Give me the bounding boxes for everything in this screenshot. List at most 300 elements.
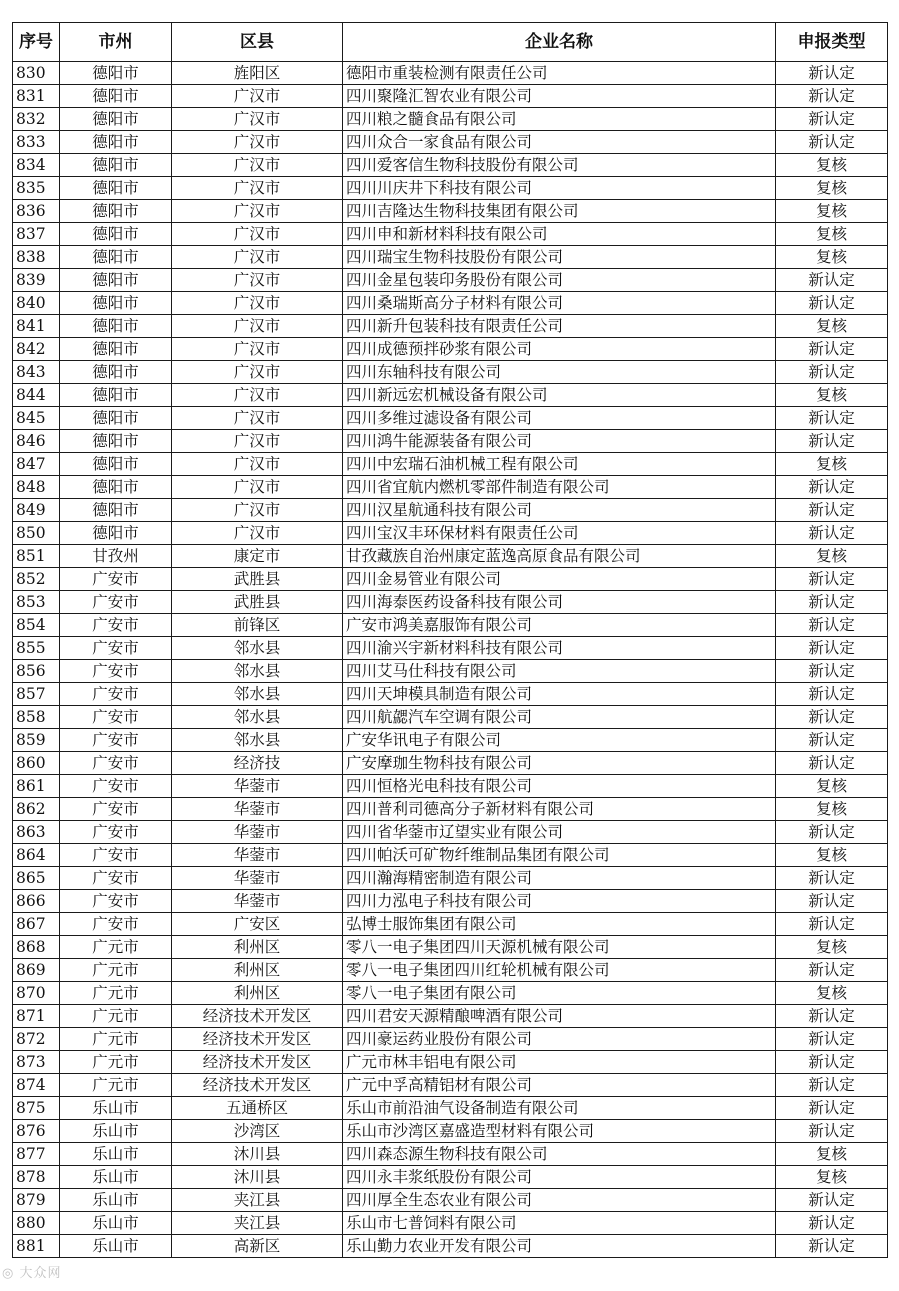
table-row — [13, 522, 888, 545]
table-row — [13, 614, 888, 637]
cell-city: 乐山市 — [60, 1120, 172, 1143]
table-row — [13, 200, 888, 223]
cell-company-name: 乐山市前沿油气设备制造有限公司 — [343, 1097, 776, 1120]
cell-serial-no: 846 — [13, 430, 60, 453]
cell-company-name: 乐山市沙湾区嘉盛造型材料有限公司 — [343, 1120, 776, 1143]
cell-company-name: 四川爱客信生物科技股份有限公司 — [343, 154, 776, 177]
cell-company-name: 四川宝汉丰环保材料有限责任公司 — [343, 522, 776, 545]
table-row — [13, 913, 888, 936]
table-row — [13, 246, 888, 269]
table-row — [13, 62, 888, 85]
cell-city: 广安市 — [60, 752, 172, 775]
cell-city: 德阳市 — [60, 246, 172, 269]
cell-company-name: 四川吉隆达生物科技集团有限公司 — [343, 200, 776, 223]
table-row — [13, 1120, 888, 1143]
cell-serial-no: 867 — [13, 913, 60, 936]
cell-serial-no: 871 — [13, 1005, 60, 1028]
cell-city: 德阳市 — [60, 384, 172, 407]
cell-company-name: 四川新升包装科技有限责任公司 — [343, 315, 776, 338]
cell-city: 乐山市 — [60, 1143, 172, 1166]
table-row — [13, 637, 888, 660]
cell-company-name: 四川瑞宝生物科技股份有限公司 — [343, 246, 776, 269]
cell-serial-no: 839 — [13, 269, 60, 292]
cell-serial-no: 832 — [13, 108, 60, 131]
table-row — [13, 982, 888, 1005]
table-row — [13, 131, 888, 154]
cell-city: 德阳市 — [60, 269, 172, 292]
table-row — [13, 269, 888, 292]
cell-district: 广汉市 — [172, 430, 343, 453]
cell-city: 德阳市 — [60, 177, 172, 200]
cell-application-type: 新认定 — [776, 499, 888, 522]
table-row — [13, 936, 888, 959]
cell-serial-no: 842 — [13, 338, 60, 361]
cell-district: 广汉市 — [172, 338, 343, 361]
cell-company-name: 四川汉星航通科技有限公司 — [343, 499, 776, 522]
cell-serial-no: 845 — [13, 407, 60, 430]
cell-district: 广汉市 — [172, 131, 343, 154]
cell-application-type: 复核 — [776, 775, 888, 798]
cell-application-type: 新认定 — [776, 1120, 888, 1143]
cell-city: 德阳市 — [60, 407, 172, 430]
table-row — [13, 361, 888, 384]
cell-city: 甘孜州 — [60, 545, 172, 568]
cell-district: 沐川县 — [172, 1166, 343, 1189]
cell-company-name: 四川省宜航内燃机零部件制造有限公司 — [343, 476, 776, 499]
cell-company-name: 四川艾马仕科技有限公司 — [343, 660, 776, 683]
cell-application-type: 新认定 — [776, 338, 888, 361]
cell-district: 广汉市 — [172, 407, 343, 430]
cell-application-type: 复核 — [776, 246, 888, 269]
cell-company-name: 四川中宏瑞石油机械工程有限公司 — [343, 453, 776, 476]
cell-application-type: 新认定 — [776, 62, 888, 85]
cell-application-type: 复核 — [776, 545, 888, 568]
cell-district: 利州区 — [172, 959, 343, 982]
cell-city: 德阳市 — [60, 85, 172, 108]
cell-city: 广安市 — [60, 637, 172, 660]
table-row — [13, 890, 888, 913]
cell-district: 广汉市 — [172, 246, 343, 269]
cell-district: 广汉市 — [172, 453, 343, 476]
cell-district: 广汉市 — [172, 85, 343, 108]
cell-city: 广安市 — [60, 683, 172, 706]
cell-application-type: 复核 — [776, 982, 888, 1005]
cell-serial-no: 859 — [13, 729, 60, 752]
cell-serial-no: 854 — [13, 614, 60, 637]
cell-application-type: 新认定 — [776, 292, 888, 315]
cell-serial-no: 840 — [13, 292, 60, 315]
cell-application-type: 复核 — [776, 1166, 888, 1189]
cell-district: 广汉市 — [172, 269, 343, 292]
cell-company-name: 四川申和新材料科技有限公司 — [343, 223, 776, 246]
table-row — [13, 384, 888, 407]
cell-serial-no: 847 — [13, 453, 60, 476]
table-row — [13, 568, 888, 591]
cell-company-name: 四川渝兴宇新材料科技有限公司 — [343, 637, 776, 660]
cell-district: 广汉市 — [172, 154, 343, 177]
cell-company-name: 四川鸿牛能源装备有限公司 — [343, 430, 776, 453]
cell-application-type: 新认定 — [776, 108, 888, 131]
table-row — [13, 959, 888, 982]
cell-company-name: 四川省华蓥市辽望实业有限公司 — [343, 821, 776, 844]
cell-application-type: 新认定 — [776, 1005, 888, 1028]
cell-application-type: 复核 — [776, 798, 888, 821]
cell-application-type: 新认定 — [776, 568, 888, 591]
cell-company-name: 广元中孚高精铝材有限公司 — [343, 1074, 776, 1097]
cell-serial-no: 849 — [13, 499, 60, 522]
cell-company-name: 四川桑瑞斯高分子材料有限公司 — [343, 292, 776, 315]
cell-application-type: 复核 — [776, 315, 888, 338]
cell-city: 广元市 — [60, 1051, 172, 1074]
cell-city: 广元市 — [60, 1005, 172, 1028]
cell-district: 前锋区 — [172, 614, 343, 637]
cell-serial-no: 837 — [13, 223, 60, 246]
cell-company-name: 甘孜藏族自治州康定蓝逸高原食品有限公司 — [343, 545, 776, 568]
cell-company-name: 四川川庆井下科技有限公司 — [343, 177, 776, 200]
cell-serial-no: 851 — [13, 545, 60, 568]
cell-city: 广安市 — [60, 821, 172, 844]
table-row — [13, 292, 888, 315]
cell-company-name: 四川恒格光电科技有限公司 — [343, 775, 776, 798]
cell-city: 德阳市 — [60, 131, 172, 154]
cell-application-type: 复核 — [776, 453, 888, 476]
table-row — [13, 1166, 888, 1189]
cell-city: 乐山市 — [60, 1212, 172, 1235]
cell-serial-no: 856 — [13, 660, 60, 683]
cell-city: 德阳市 — [60, 200, 172, 223]
cell-application-type: 新认定 — [776, 683, 888, 706]
cell-application-type: 新认定 — [776, 591, 888, 614]
cell-district: 华蓥市 — [172, 775, 343, 798]
cell-serial-no: 865 — [13, 867, 60, 890]
table-row — [13, 1143, 888, 1166]
company-table — [12, 22, 888, 1258]
cell-district: 五通桥区 — [172, 1097, 343, 1120]
table-row — [13, 430, 888, 453]
cell-city: 广安市 — [60, 706, 172, 729]
cell-serial-no: 860 — [13, 752, 60, 775]
cell-city: 广元市 — [60, 1028, 172, 1051]
cell-district: 沐川县 — [172, 1143, 343, 1166]
cell-company-name: 四川豪运药业股份有限公司 — [343, 1028, 776, 1051]
cell-serial-no: 872 — [13, 1028, 60, 1051]
cell-application-type: 新认定 — [776, 821, 888, 844]
table-row — [13, 1212, 888, 1235]
cell-city: 德阳市 — [60, 522, 172, 545]
cell-application-type: 复核 — [776, 936, 888, 959]
cell-district: 沙湾区 — [172, 1120, 343, 1143]
cell-application-type: 复核 — [776, 844, 888, 867]
cell-district: 武胜县 — [172, 568, 343, 591]
cell-application-type: 复核 — [776, 154, 888, 177]
cell-city: 德阳市 — [60, 476, 172, 499]
table-row — [13, 591, 888, 614]
cell-city: 广安市 — [60, 798, 172, 821]
cell-application-type: 新认定 — [776, 476, 888, 499]
cell-application-type: 新认定 — [776, 1212, 888, 1235]
cell-serial-no: 869 — [13, 959, 60, 982]
cell-application-type: 新认定 — [776, 1235, 888, 1258]
cell-district: 广汉市 — [172, 476, 343, 499]
cell-company-name: 四川瀚海精密制造有限公司 — [343, 867, 776, 890]
cell-company-name: 弘博士服饰集团有限公司 — [343, 913, 776, 936]
table-row — [13, 407, 888, 430]
cell-district: 邻水县 — [172, 637, 343, 660]
cell-district: 华蓥市 — [172, 798, 343, 821]
table-row — [13, 1005, 888, 1028]
cell-application-type: 复核 — [776, 384, 888, 407]
cell-city: 德阳市 — [60, 338, 172, 361]
cell-city: 德阳市 — [60, 62, 172, 85]
cell-city: 广安市 — [60, 844, 172, 867]
cell-city: 德阳市 — [60, 223, 172, 246]
cell-company-name: 广元市林丰铝电有限公司 — [343, 1051, 776, 1074]
cell-district: 广汉市 — [172, 108, 343, 131]
table-row — [13, 338, 888, 361]
table-row — [13, 154, 888, 177]
cell-serial-no: 844 — [13, 384, 60, 407]
cell-application-type: 新认定 — [776, 637, 888, 660]
cell-serial-no: 866 — [13, 890, 60, 913]
cell-district: 经济技术开发区 — [172, 1074, 343, 1097]
cell-district: 广汉市 — [172, 499, 343, 522]
cell-application-type: 新认定 — [776, 269, 888, 292]
cell-district: 邻水县 — [172, 706, 343, 729]
cell-city: 德阳市 — [60, 292, 172, 315]
cell-company-name: 四川君安天源精酿啤酒有限公司 — [343, 1005, 776, 1028]
cell-city: 乐山市 — [60, 1235, 172, 1258]
table-row — [13, 545, 888, 568]
table-row — [13, 1235, 888, 1258]
cell-company-name: 四川多维过滤设备有限公司 — [343, 407, 776, 430]
cell-serial-no: 870 — [13, 982, 60, 1005]
table-row — [13, 798, 888, 821]
cell-serial-no: 874 — [13, 1074, 60, 1097]
cell-city: 广安市 — [60, 775, 172, 798]
cell-district: 经济技术开发区 — [172, 1051, 343, 1074]
cell-company-name: 四川粮之髓食品有限公司 — [343, 108, 776, 131]
cell-city: 广安市 — [60, 568, 172, 591]
cell-application-type: 新认定 — [776, 706, 888, 729]
header-company-name: 企业名称 — [343, 23, 776, 62]
cell-district: 广汉市 — [172, 384, 343, 407]
cell-district: 夹江县 — [172, 1212, 343, 1235]
cell-city: 德阳市 — [60, 315, 172, 338]
cell-company-name: 四川航勰汽车空调有限公司 — [343, 706, 776, 729]
cell-serial-no: 833 — [13, 131, 60, 154]
table-row — [13, 683, 888, 706]
cell-district: 邻水县 — [172, 683, 343, 706]
cell-company-name: 零八一电子集团四川红轮机械有限公司 — [343, 959, 776, 982]
cell-city: 广元市 — [60, 936, 172, 959]
cell-application-type: 新认定 — [776, 752, 888, 775]
cell-city: 广安市 — [60, 614, 172, 637]
cell-company-name: 广安摩珈生物科技有限公司 — [343, 752, 776, 775]
table-row — [13, 867, 888, 890]
cell-serial-no: 838 — [13, 246, 60, 269]
cell-city: 广安市 — [60, 591, 172, 614]
table-row — [13, 453, 888, 476]
cell-application-type: 新认定 — [776, 660, 888, 683]
cell-serial-no: 858 — [13, 706, 60, 729]
cell-application-type: 新认定 — [776, 1097, 888, 1120]
cell-city: 广安市 — [60, 660, 172, 683]
cell-company-name: 四川厚全生态农业有限公司 — [343, 1189, 776, 1212]
cell-application-type: 复核 — [776, 223, 888, 246]
cell-city: 乐山市 — [60, 1166, 172, 1189]
watermark-logo: ◎ 大众网 — [2, 1266, 62, 1281]
cell-city: 广安市 — [60, 867, 172, 890]
cell-district: 夹江县 — [172, 1189, 343, 1212]
cell-company-name: 四川金易管业有限公司 — [343, 568, 776, 591]
cell-application-type: 新认定 — [776, 913, 888, 936]
cell-application-type: 新认定 — [776, 85, 888, 108]
cell-district: 广汉市 — [172, 177, 343, 200]
cell-company-name: 四川众合一家食品有限公司 — [343, 131, 776, 154]
cell-district: 邻水县 — [172, 729, 343, 752]
cell-serial-no: 861 — [13, 775, 60, 798]
header-serial-no: 序号 — [13, 23, 60, 62]
cell-company-name: 四川天坤模具制造有限公司 — [343, 683, 776, 706]
cell-district: 华蓥市 — [172, 867, 343, 890]
cell-company-name: 四川金星包装印务股份有限公司 — [343, 269, 776, 292]
table-row — [13, 821, 888, 844]
cell-company-name: 零八一电子集团有限公司 — [343, 982, 776, 1005]
header-application-type: 申报类型 — [776, 23, 888, 62]
cell-district: 广汉市 — [172, 223, 343, 246]
cell-application-type: 新认定 — [776, 959, 888, 982]
cell-company-name: 四川森态源生物科技有限公司 — [343, 1143, 776, 1166]
table-row — [13, 660, 888, 683]
cell-serial-no: 879 — [13, 1189, 60, 1212]
cell-company-name: 四川海泰医药设备科技有限公司 — [343, 591, 776, 614]
table-row — [13, 729, 888, 752]
table-row — [13, 775, 888, 798]
cell-district: 旌阳区 — [172, 62, 343, 85]
cell-company-name: 四川东轴科技有限公司 — [343, 361, 776, 384]
cell-application-type: 新认定 — [776, 131, 888, 154]
cell-district: 广汉市 — [172, 315, 343, 338]
cell-serial-no: 843 — [13, 361, 60, 384]
cell-city: 广安市 — [60, 729, 172, 752]
cell-company-name: 四川普利司德高分子新材料有限公司 — [343, 798, 776, 821]
table-row — [13, 315, 888, 338]
cell-serial-no: 830 — [13, 62, 60, 85]
table-body — [13, 62, 888, 1258]
cell-district: 经济技术开发区 — [172, 1005, 343, 1028]
cell-serial-no: 831 — [13, 85, 60, 108]
cell-application-type: 新认定 — [776, 1074, 888, 1097]
table-row — [13, 108, 888, 131]
cell-application-type: 新认定 — [776, 361, 888, 384]
header-row — [13, 23, 888, 62]
cell-district: 广汉市 — [172, 292, 343, 315]
cell-district: 武胜县 — [172, 591, 343, 614]
cell-serial-no: 835 — [13, 177, 60, 200]
cell-city: 广元市 — [60, 1074, 172, 1097]
header-district: 区县 — [172, 23, 343, 62]
cell-district: 广安区 — [172, 913, 343, 936]
cell-serial-no: 850 — [13, 522, 60, 545]
cell-serial-no: 873 — [13, 1051, 60, 1074]
cell-company-name: 德阳市重装检测有限责任公司 — [343, 62, 776, 85]
table-row — [13, 223, 888, 246]
table-row — [13, 1097, 888, 1120]
cell-company-name: 四川聚隆汇智农业有限公司 — [343, 85, 776, 108]
cell-company-name: 广安市鸿美嘉服饰有限公司 — [343, 614, 776, 637]
table-row — [13, 752, 888, 775]
table-row — [13, 476, 888, 499]
cell-serial-no: 862 — [13, 798, 60, 821]
cell-city: 乐山市 — [60, 1097, 172, 1120]
cell-serial-no: 864 — [13, 844, 60, 867]
cell-serial-no: 852 — [13, 568, 60, 591]
cell-serial-no: 841 — [13, 315, 60, 338]
cell-application-type: 新认定 — [776, 1051, 888, 1074]
table-row — [13, 1051, 888, 1074]
table-row — [13, 844, 888, 867]
cell-company-name: 四川新远宏机械设备有限公司 — [343, 384, 776, 407]
cell-city: 广元市 — [60, 982, 172, 1005]
cell-serial-no: 863 — [13, 821, 60, 844]
cell-city: 广安市 — [60, 913, 172, 936]
cell-company-name: 四川成德预拌砂浆有限公司 — [343, 338, 776, 361]
cell-district: 广汉市 — [172, 522, 343, 545]
table-row — [13, 499, 888, 522]
cell-district: 华蓥市 — [172, 821, 343, 844]
cell-company-name: 四川永丰浆纸股份有限公司 — [343, 1166, 776, 1189]
cell-serial-no: 876 — [13, 1120, 60, 1143]
table-row — [13, 1189, 888, 1212]
table-row — [13, 1028, 888, 1051]
cell-serial-no: 868 — [13, 936, 60, 959]
cell-application-type: 复核 — [776, 200, 888, 223]
cell-serial-no: 855 — [13, 637, 60, 660]
cell-serial-no: 857 — [13, 683, 60, 706]
cell-application-type: 复核 — [776, 177, 888, 200]
cell-serial-no: 853 — [13, 591, 60, 614]
cell-serial-no: 875 — [13, 1097, 60, 1120]
cell-application-type: 新认定 — [776, 890, 888, 913]
table-row — [13, 177, 888, 200]
cell-application-type: 复核 — [776, 1143, 888, 1166]
cell-district: 华蓥市 — [172, 890, 343, 913]
cell-district: 高新区 — [172, 1235, 343, 1258]
cell-company-name: 乐山市七普饲料有限公司 — [343, 1212, 776, 1235]
cell-district: 广汉市 — [172, 200, 343, 223]
cell-serial-no: 836 — [13, 200, 60, 223]
cell-company-name: 乐山勤力农业开发有限公司 — [343, 1235, 776, 1258]
cell-serial-no: 834 — [13, 154, 60, 177]
cell-city: 广安市 — [60, 890, 172, 913]
cell-city: 德阳市 — [60, 453, 172, 476]
cell-city: 德阳市 — [60, 361, 172, 384]
cell-company-name: 四川帕沃可矿物纤维制品集团有限公司 — [343, 844, 776, 867]
cell-city: 德阳市 — [60, 108, 172, 131]
cell-serial-no: 880 — [13, 1212, 60, 1235]
cell-district: 康定市 — [172, 545, 343, 568]
cell-application-type: 新认定 — [776, 407, 888, 430]
table-row — [13, 1074, 888, 1097]
cell-district: 经济技 — [172, 752, 343, 775]
cell-city: 德阳市 — [60, 430, 172, 453]
cell-application-type: 新认定 — [776, 430, 888, 453]
cell-city: 乐山市 — [60, 1189, 172, 1212]
cell-application-type: 新认定 — [776, 1028, 888, 1051]
cell-district: 广汉市 — [172, 361, 343, 384]
cell-serial-no: 877 — [13, 1143, 60, 1166]
cell-district: 华蓥市 — [172, 844, 343, 867]
